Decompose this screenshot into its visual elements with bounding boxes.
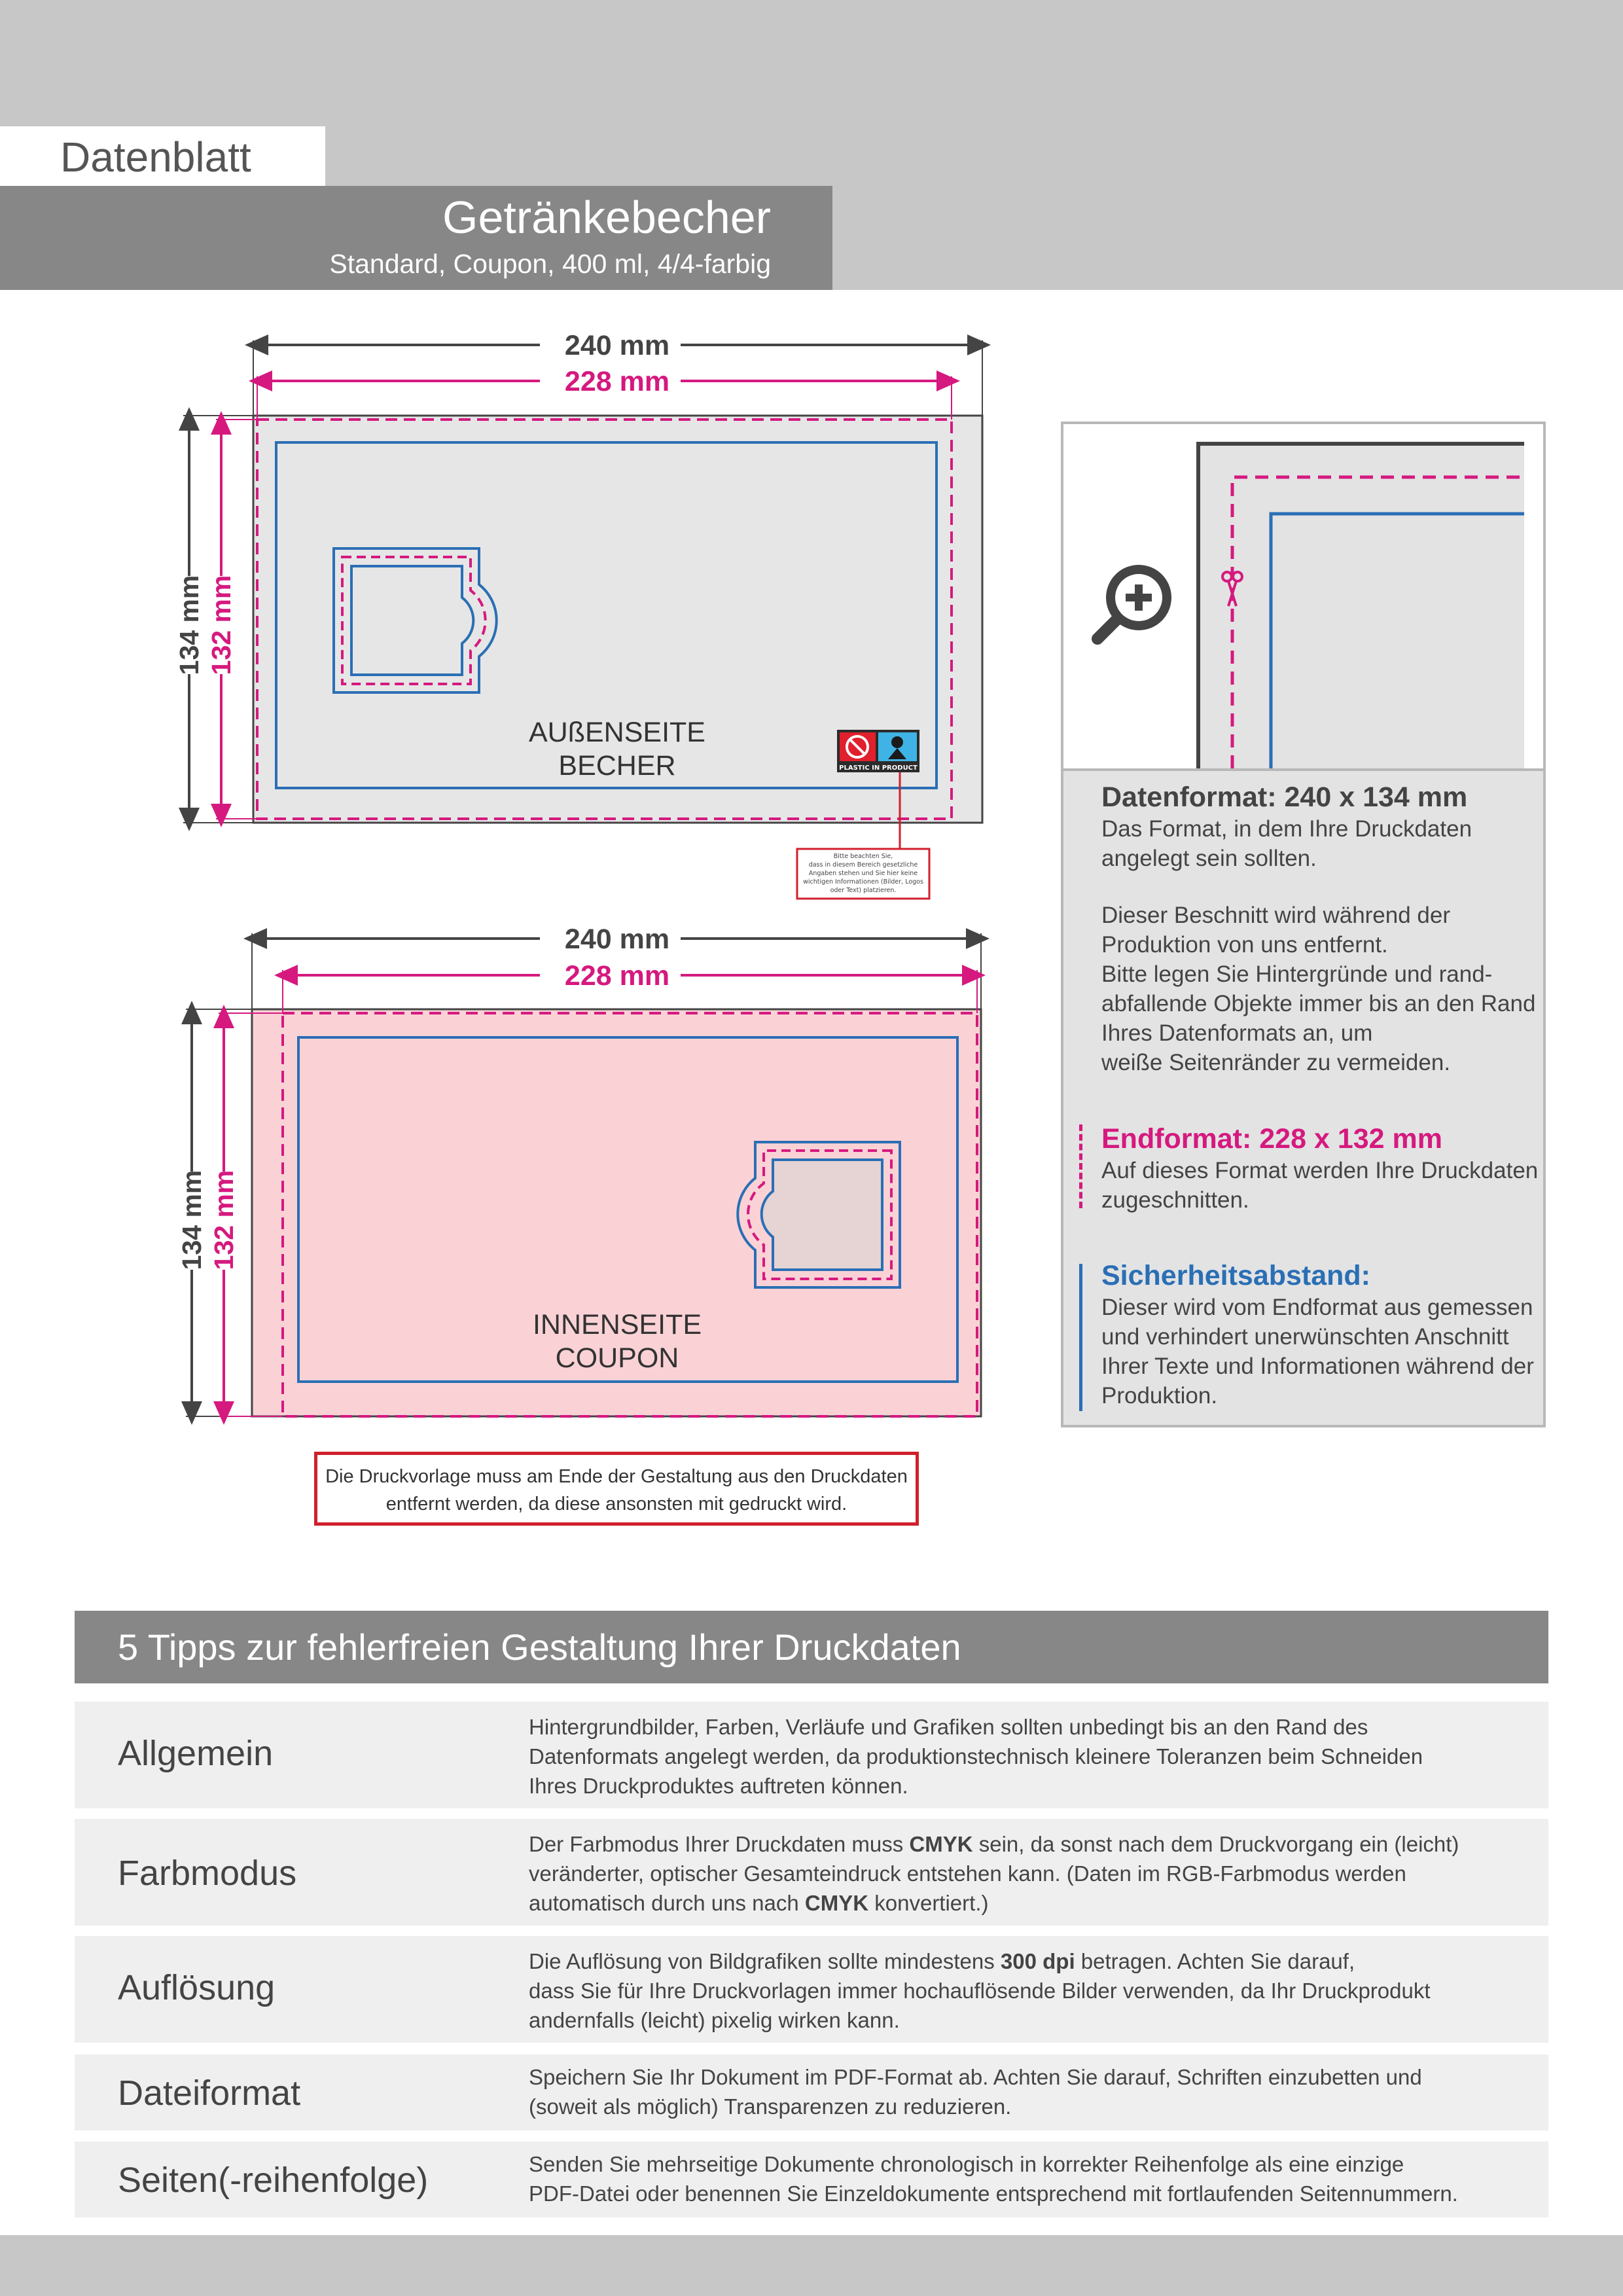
sicherheit-line: Produktion. [1101,1383,1218,1408]
tip-label: Seiten(-reihenfolge) [118,2161,429,2200]
tip-text-line [529,1888,1529,1918]
tip-text-part: Die Auflösung von Bildgrafiken sollte mindestens [529,1949,1001,1973]
legal-note-line3: Angaben stehen und Sie hier keine [808,870,918,877]
tip-text-part: betragen. Achten Sie darauf, [1075,1949,1355,1973]
tip-row-seiten [75,2142,1548,2217]
tip-text-bold: 300 dpi [1000,1949,1075,1973]
legend-panel [1061,422,1546,1427]
tip-text-line: (soweit als möglich) Transparenzen zu reduzieren. [529,2094,1012,2119]
inner-label-line2: COUPON [555,1342,679,1374]
tip-text-part: automatisch durch uns nach [529,1891,805,1915]
sicherheit-line: Dieser wird vom Endformat aus gemessen [1101,1295,1533,1320]
outer-label-line2: BECHER [558,750,676,781]
datenformat-line: Dieser Beschnitt wird während der [1101,903,1451,928]
datenformat-line: Ihres Datenformats an, um [1101,1020,1373,1046]
tip-text-bold: CMYK [909,1832,973,1856]
tip-label: Farbmodus [118,1854,297,1893]
sicherheit-legend [1101,1259,1534,1410]
datenformat-line: angelegt sein sollten. [1101,846,1317,871]
tip-row-aufloesung [75,1936,1548,2043]
datenformat-line: abfallende Objekte immer bis an den Rand [1101,991,1536,1016]
tip-label: Auflösung [118,1968,276,2007]
inner-side-diagram [177,924,981,1416]
tip-text [529,2149,1529,2208]
tip-text-line: Ihres Druckproduktes auftreten können. [529,1774,908,1798]
sicherheit-line: Ihrer Texte und Informationen während der [1101,1354,1534,1379]
bottom-band [0,2235,1623,2296]
plastic-badge-label: PLASTIC IN PRODUCT [839,764,918,772]
datenblatt-tab [0,126,325,187]
endformat-legend [1101,1122,1538,1215]
outer-width-outer: 240 mm [564,330,670,361]
tip-text-line: andernfalls (leicht) pixelig wirken kann. [529,2008,900,2032]
tip-text-line: Speichern Sie Ihr Dokument im PDF-Format ab. Achten Sie darauf, Schriften einzubetten und [529,2065,1422,2089]
tip-text-part: konvertiert.) [868,1891,989,1915]
plastic-in-product-badge [837,730,919,772]
inner-width-outer: 240 mm [564,924,670,955]
tip-text-line [529,1946,1529,1976]
outer-width-inner: 228 mm [564,366,670,397]
datenformat-legend [1101,780,1535,1077]
sicherheit-marker [1079,1264,1082,1411]
tips-heading: 5 Tipps zur fehlerfreien Gestaltung Ihrer Druckdaten [75,1611,1548,1683]
outer-height-inner: 132 mm [206,575,236,675]
warning-line2: entfernt werden, da diese ansonsten mit gedruckt wird. [385,1494,847,1515]
legal-note-line1: Bitte beachten Sie, [833,853,893,860]
tip-text-line [529,1829,1529,1859]
tip-text-line: Senden Sie mehrseitige Dokumente chronologisch in korrekter Reihenfolge als eine einzige [529,2152,1404,2176]
page-subtitle: Standard, Coupon, 400 ml, 4/4-farbig [329,249,771,279]
outer-label-line1: AUßENSEITE [529,717,705,748]
inner-height-inner: 132 mm [209,1170,239,1270]
endformat-line: Auf dieses Format werden Ihre Druckdaten [1101,1158,1539,1183]
tip-label: Allgemein [118,1734,274,1773]
datenformat-line: Bitte legen Sie Hintergründe und rand- [1101,961,1493,987]
legal-note-line5: oder Text) platzieren. [830,887,897,894]
tip-row-farbmodus [75,1819,1548,1926]
datenformat-title: Datenformat: 240 x 134 mm [1101,781,1468,813]
tip-row-dateiformat [75,2054,1548,2130]
legal-note-line4: wichtigen Informationen (Bilder, Logos [803,878,923,886]
page-title: Getränkebecher [442,192,771,243]
tip-text-part: Der Farbmodus Ihrer Druckdaten muss [529,1832,910,1856]
endformat-line: zugeschnitten. [1101,1187,1249,1213]
sicherheit-title: Sicherheitsabstand: [1101,1260,1370,1291]
datenformat-line: Das Format, in dem Ihre Druckdaten [1101,816,1472,842]
endformat-title: Endformat: 228 x 132 mm [1101,1123,1442,1155]
tip-text [529,1829,1529,1918]
tip-row-allgemein [75,1702,1548,1808]
outer-side-diagram [174,330,982,899]
inner-height-outer: 134 mm [177,1170,207,1270]
tip-text-line: Datenformats angelegt werden, da produktionstechnisch kleinere Toleranzen beim Schneiden [529,1744,1423,1768]
tip-text-part: sein, da sonst nach dem Druckvorgang ein (leicht) [972,1832,1459,1856]
warning-line1: Die Druckvorlage muss am Ende der Gestaltung aus den Druckdaten [325,1466,908,1487]
legal-note-line2: dass in diesem Bereich gesetzliche [808,861,918,869]
tip-text-line: veränderter, optischer Gesamteindruck entstehen kann. (Daten im RGB-Farbmodus werden [529,1861,1406,1886]
inner-label-line1: INNENSEITE [532,1309,702,1340]
tip-text-line: dass Sie für Ihre Druckvorlagen immer hochauflösende Bilder verwenden, da Ihr Druckprodukt [529,1979,1431,2003]
tip-text [529,1712,1529,1801]
title-bar [0,186,832,290]
endformat-marker [1079,1124,1082,1208]
tip-text [529,2062,1529,2121]
zoom-detail-graphic [1063,424,1543,768]
tip-label: Dateiformat [118,2073,301,2113]
outer-height-outer: 134 mm [174,575,204,675]
removal-warning [314,1452,919,1526]
sicherheit-line: und verhindert unerwünschten Anschnitt [1101,1324,1509,1350]
zoom-detail [1063,424,1543,771]
legal-area-note [797,849,929,899]
datenformat-line: weiße Seitenränder zu vermeiden. [1101,1050,1451,1075]
magnifier-plus-icon [1097,565,1171,639]
datenblatt-label: Datenblatt [60,134,251,181]
tip-text-line: Hintergrundbilder, Farben, Verläufe und Grafiken sollten unbedingt bis an den Rand des [529,1715,1368,1739]
tip-text-line: PDF-Datei oder benennen Sie Einzeldokumente entsprechend mit fortlaufenden Seitennummern. [529,2181,1458,2206]
datenformat-line: Produktion von uns entfernt. [1101,932,1388,958]
inner-width-inner: 228 mm [564,960,670,992]
tip-text-bold: CMYK [804,1891,869,1915]
tip-text [529,1946,1529,2035]
